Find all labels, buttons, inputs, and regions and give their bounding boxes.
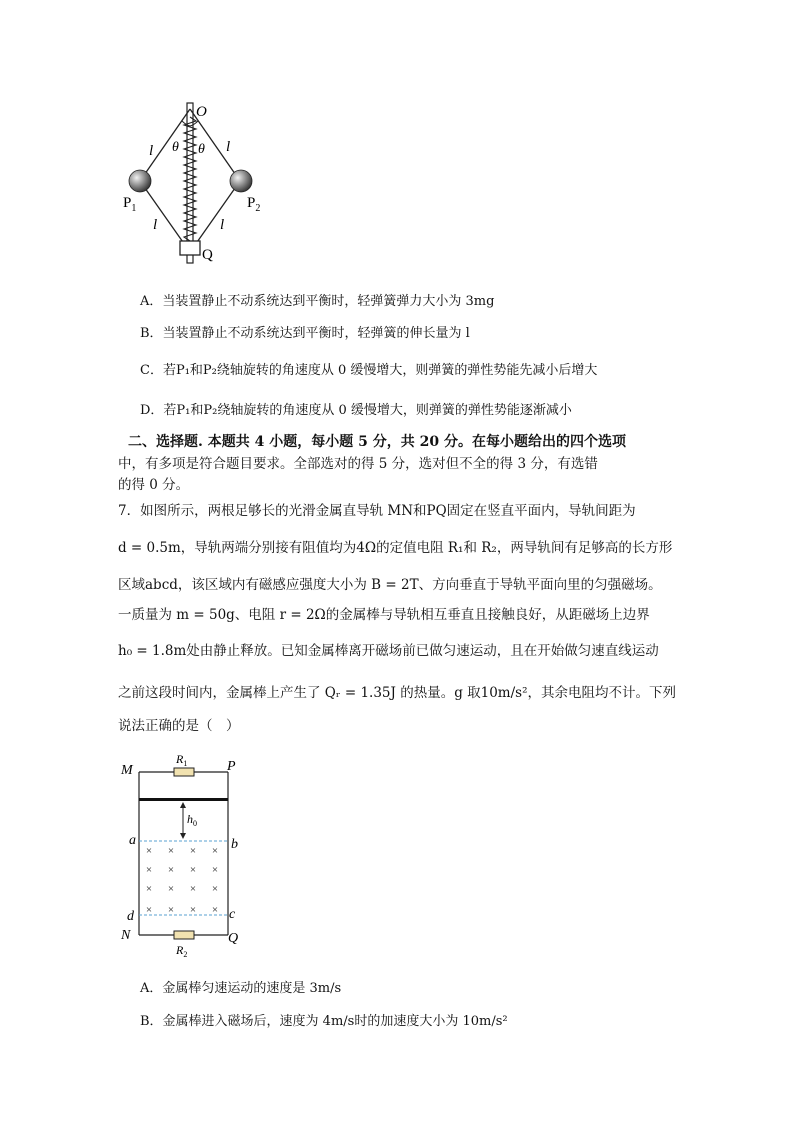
label-d: d (127, 909, 134, 924)
svg-text:×: × (145, 864, 153, 876)
label-h0: $h_0$ (187, 812, 197, 828)
resistor-r2 (174, 931, 194, 939)
label-c: c (229, 907, 236, 922)
label-l-lower-left: l (153, 217, 158, 233)
q7-option-b: B．金属棒进入磁场后，速度为 4m/s时的加速度大小为 10m/s² (140, 1014, 508, 1029)
section2-heading-line2: 中，有多项是符合题目要求。全部选对的得 5 分，选对但不全的得 3 分，有选错 (118, 456, 598, 472)
label-p2: $P_2$ (247, 195, 261, 214)
svg-text:×: × (167, 904, 175, 916)
ball-p1 (129, 170, 151, 192)
svg-text:×: × (145, 845, 153, 857)
svg-text:×: × (211, 904, 219, 916)
figure-spring-device (110, 95, 280, 270)
rod-o-p1 (140, 109, 190, 181)
q6-option-a: A．当装置静止不动系统达到平衡时，轻弹簧弹力大小为 3mg (140, 294, 495, 309)
q6-option-b: B．当装置静止不动系统达到平衡时，轻弹簧的伸长量为 l (140, 326, 470, 341)
label-r1: $R_1$ (176, 752, 188, 768)
metal-rod (139, 798, 228, 801)
label-b: b (231, 837, 238, 852)
label-m: M (121, 763, 133, 778)
h0-arrow-head-bottom (180, 833, 186, 839)
rod-p1-q (140, 181, 185, 245)
svg-text:×: × (189, 883, 197, 895)
slider-q (180, 241, 200, 255)
svg-text:×: × (145, 904, 153, 916)
section2-heading-line3: 的得 0 分。 (118, 477, 190, 493)
svg-text:×: × (189, 864, 197, 876)
q7-line-3: 区域abcd，该区域内有磁感应强度大小为 B = 2T、方向垂直于导轨平面向里的匀强磁场。 (118, 577, 662, 593)
label-q: Q (228, 931, 239, 946)
q7-line-1: 7．如图所示，两根足够长的光滑金属直导轨 MN和PQ固定在竖直平面内，导轨间距为 (118, 503, 636, 519)
q7-option-a: A．金属棒匀速运动的速度是 3m/s (140, 981, 342, 996)
label-p1: $P_1$ (123, 195, 137, 214)
svg-text:×: × (167, 883, 175, 895)
label-a: a (129, 833, 136, 848)
q7-line-6: 之前这段时间内，金属棒上产生了 Qᵣ = 1.35J 的热量。g 取10m/s²，其余电阻均不计。下列 (118, 685, 677, 701)
svg-text:×: × (167, 864, 175, 876)
svg-text:×: × (145, 883, 153, 895)
svg-text:×: × (211, 864, 219, 876)
magnetic-field-crosses (146, 845, 218, 916)
section2-heading-line1: 二、选择题. 本题共 4 小题，每小题 5 分，共 20 分。在每小题给出的四个选项 (128, 434, 626, 450)
label-r2: $R_2$ (176, 943, 188, 959)
label-theta-left: θ (172, 140, 179, 155)
rod-p2-q (195, 181, 240, 245)
ball-p2 (230, 170, 252, 192)
label-l-lower-right: l (220, 217, 225, 233)
svg-text:×: × (167, 845, 175, 857)
q7-line-2: d = 0.5m，导轨两端分别接有阻值均为4Ω的定值电阻 R₁和 R₂，两导轨间有足够高的长方形 (118, 540, 673, 556)
label-o: O (196, 104, 207, 120)
h0-arrow-head-top (180, 802, 186, 808)
q7-line-5: h₀ = 1.8m处由静止释放。已知金属棒离开磁场前已做匀速运动，且在开始做匀速直线运动 (118, 643, 659, 659)
q7-line-4: 一质量为 m = 50g、电阻 r = 2Ω的金属棒与导轨相互垂直且接触良好，从距磁场上边界 (118, 607, 650, 623)
resistor-r1 (174, 768, 194, 776)
label-n: N (121, 928, 131, 943)
q7-line-7: 说法正确的是（ ） (118, 718, 240, 734)
q6-option-d: D．若P₁和P₂绕轴旋转的角速度从 0 缓慢增大，则弹簧的弹性势能逐渐减小 (140, 403, 572, 418)
svg-text:×: × (211, 883, 219, 895)
label-l-upper-left: l (149, 143, 154, 159)
svg-text:×: × (211, 845, 219, 857)
figure-rails-magnetic-field (115, 748, 255, 962)
q6-option-c: C．若P₁和P₂绕轴旋转的角速度从 0 缓慢增大，则弹簧的弹性势能先减小后增大 (140, 363, 598, 378)
label-q: Q (202, 247, 213, 263)
label-theta-right: θ (198, 142, 205, 157)
label-p: P (227, 759, 236, 774)
svg-text:×: × (189, 904, 197, 916)
svg-text:×: × (189, 845, 197, 857)
label-l-upper-right: l (226, 139, 231, 155)
